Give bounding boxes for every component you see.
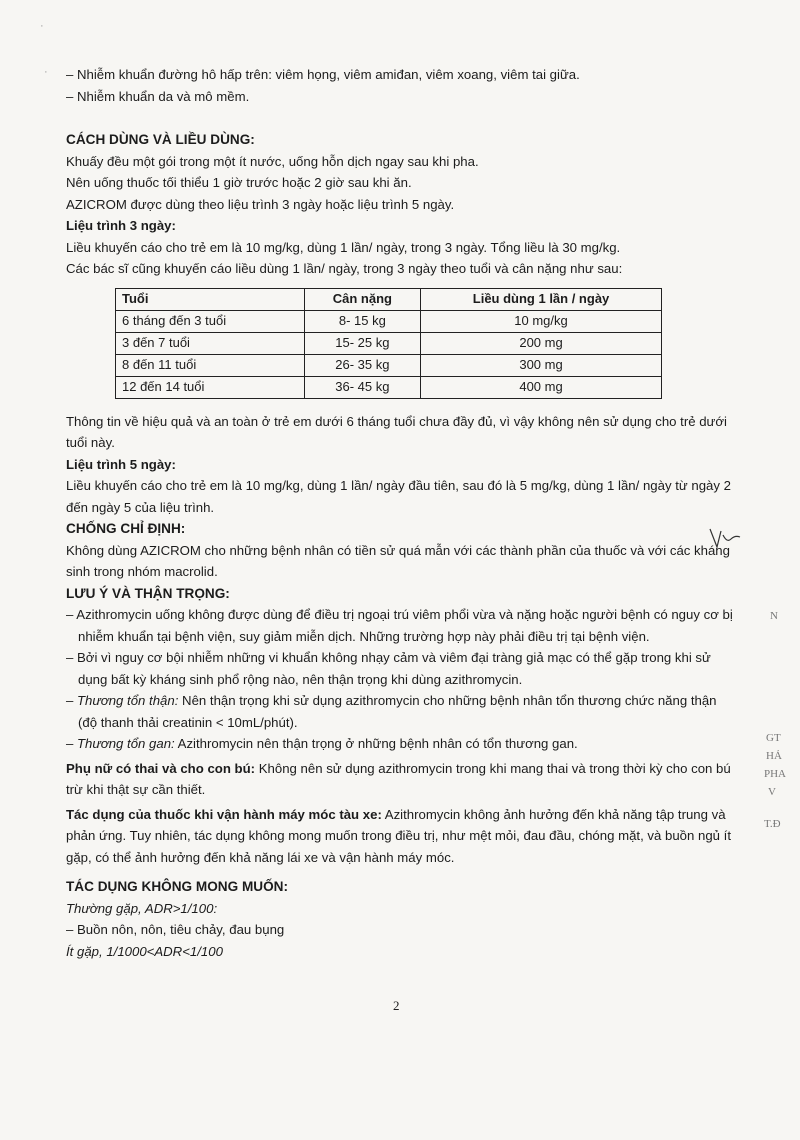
- dosage-heading: CÁCH DÙNG VÀ LIỀU DÙNG:: [66, 132, 255, 147]
- dosage-table: [115, 288, 662, 399]
- stamp-text: T.Đ: [764, 818, 781, 830]
- table-row: [116, 354, 662, 376]
- driving-label: Tác dụng của thuốc khi vận hành máy móc tàu xe:: [66, 806, 382, 822]
- scan-mark: ·: [44, 66, 48, 78]
- page-number: 2: [393, 998, 400, 1013]
- table-cell: 8 đến 11 tuổi: [116, 354, 305, 376]
- stamp-text: N: [770, 610, 778, 622]
- document-body: [66, 64, 738, 962]
- five-day-heading: Liệu trình 5 ngày:: [66, 456, 176, 472]
- table-header-age: Tuổi: [116, 288, 305, 310]
- stamp-text: V: [768, 786, 776, 798]
- precautions-heading: LƯU Ý VÀ THẬN TRỌNG:: [66, 585, 230, 601]
- precaution-item: [66, 690, 738, 733]
- table-cell: 6 tháng đến 3 tuổi: [116, 310, 305, 332]
- table-row: [116, 376, 662, 398]
- table-cell: 10 mg/kg: [421, 310, 662, 332]
- table-cell: 8- 15 kg: [304, 310, 420, 332]
- table-cell: 200 mg: [421, 332, 662, 354]
- intro-item: – Nhiễm khuẩn đường hô hấp trên: viêm họng, viêm amiđan, viêm xoang, viêm tai giữa.: [66, 67, 580, 82]
- precaution-item: – Bởi vì nguy cơ bội nhiễm những vi khuẩn không nhạy cảm và viêm đại tràng giả mạc có thể gặp trong khi sử dụng bất kỳ kháng sinh phổ rộng nào, nên thận trọng khi dùng azithromycin.: [66, 650, 711, 687]
- three-day-heading: Liệu trình 3 ngày:: [66, 218, 176, 233]
- table-cell: 15- 25 kg: [304, 332, 420, 354]
- table-cell: 26- 35 kg: [304, 354, 420, 376]
- pregnancy-paragraph: [66, 758, 738, 801]
- after-table-note: Thông tin về hiệu quả và an toàn ở trẻ em dưới 6 tháng tuổi chưa đầy đủ, vì vậy không nên sử dụng cho trẻ dưới tuổi này.: [66, 413, 727, 450]
- table-row: [116, 332, 662, 354]
- dosage-line: Nên uống thuốc tối thiểu 1 giờ trước hoặc 2 giờ sau khi ăn.: [66, 175, 412, 190]
- precaution-text: Azithromycin nên thận trọng ở những bệnh nhân có tổn thương gan.: [174, 736, 578, 751]
- driving-paragraph: [66, 804, 738, 869]
- dosage-line: AZICROM được dùng theo liệu trình 3 ngày hoặc liệu trình 5 ngày.: [66, 196, 455, 212]
- side-effects-heading: TÁC DỤNG KHÔNG MONG MUỐN:: [66, 879, 289, 894]
- table-header-row: [116, 288, 662, 310]
- table-cell: 36- 45 kg: [304, 376, 420, 398]
- side-effects-uncommon-label: Ít gặp, 1/1000<ADR<1/100: [66, 943, 223, 959]
- scan-mark: ·: [40, 20, 44, 32]
- precaution-label: – Thương tổn gan:: [66, 736, 175, 751]
- pregnancy-label: Phụ nữ có thai và cho con bú:: [66, 760, 256, 776]
- stamp-text: PHA: [764, 768, 787, 780]
- table-row: [116, 310, 662, 332]
- side-effects-common-label: Thường gặp, ADR>1/100:: [66, 900, 218, 916]
- stamp-text: HẢ: [766, 750, 782, 762]
- handwritten-signature: [707, 525, 743, 556]
- pregnancy-text: Không nên sử dụng azithromycin trong khi mang thai và trong thời kỳ cho con bú trừ khi thật sự cần thiết.: [66, 760, 731, 797]
- five-day-text: Liều khuyến cáo cho trẻ em là 10 mg/kg, dùng 1 lần/ ngày đầu tiên, sau đó là 5 mg/kg, dùng 1 lần/ ngày từ ngày 2 đến ngày 5 của liệu trình.: [66, 478, 731, 515]
- precaution-label: – Thương tổn thận:: [66, 693, 179, 708]
- contraindication-heading: CHỐNG CHỈ ĐỊNH:: [66, 521, 186, 536]
- intro-item: – Nhiễm khuẩn da và mô mềm.: [66, 88, 250, 104]
- precaution-text: Nên thận trọng khi sử dụng azithromycin cho những bệnh nhân tổn thương chức năng thận (độ thanh thải creatinin < 10mL/phút).: [78, 693, 717, 730]
- stamp-fragment: [760, 510, 800, 840]
- dosage-line: Khuấy đều một gói trong một ít nước, uống hỗn dịch ngay sau khi pha.: [66, 153, 479, 169]
- table-cell: 3 đến 7 tuổi: [116, 332, 305, 354]
- three-day-line: Các bác sĩ cũng khuyến cáo liều dùng 1 lần/ ngày, trong 3 ngày theo tuổi và cân nặng như sau:: [66, 261, 623, 276]
- driving-text: Azithromycin không ảnh hưởng đến khả năng tập trung và phản ứng. Tuy nhiên, tác dụng không mong muốn trong điều trị, như mệt mỏi, đau đầu, chóng mặt, và buồn ngủ ít gặp, có thể ảnh hưởng đến khả năng lái xe và vận hành máy móc.: [66, 806, 732, 865]
- contraindication-text: Không dùng AZICROM cho những bệnh nhân có tiền sử quá mẫn với các thành phần của thuốc và với các kháng sinh trong nhóm macrolid.: [66, 542, 730, 579]
- three-day-line: Liều khuyến cáo cho trẻ em là 10 mg/kg, dùng 1 lần/ ngày, trong 3 ngày. Tổng liều là 30 mg/kg.: [66, 239, 621, 255]
- stamp-text: GT: [766, 732, 781, 744]
- table-cell: 300 mg: [421, 354, 662, 376]
- table-header-weight: Cân nặng: [304, 288, 420, 310]
- precaution-item: [66, 733, 738, 755]
- precaution-item: – Azithromycin uống không được dùng để điều trị ngoại trú viêm phổi vừa và nặng hoặc người bệnh có nguy cơ bị nhiễm khuẩn tại bệnh viện, suy giảm miễn dịch. Những trường hợp này phải điều trị tại bệnh viện.: [66, 607, 733, 644]
- table-cell: 12 đến 14 tuổi: [116, 376, 305, 398]
- table-cell: 400 mg: [421, 376, 662, 398]
- table-header-dose: Liều dùng 1 lần / ngày: [421, 288, 662, 310]
- side-effects-common-item: – Buồn nôn, nôn, tiêu chảy, đau bụng: [66, 922, 285, 937]
